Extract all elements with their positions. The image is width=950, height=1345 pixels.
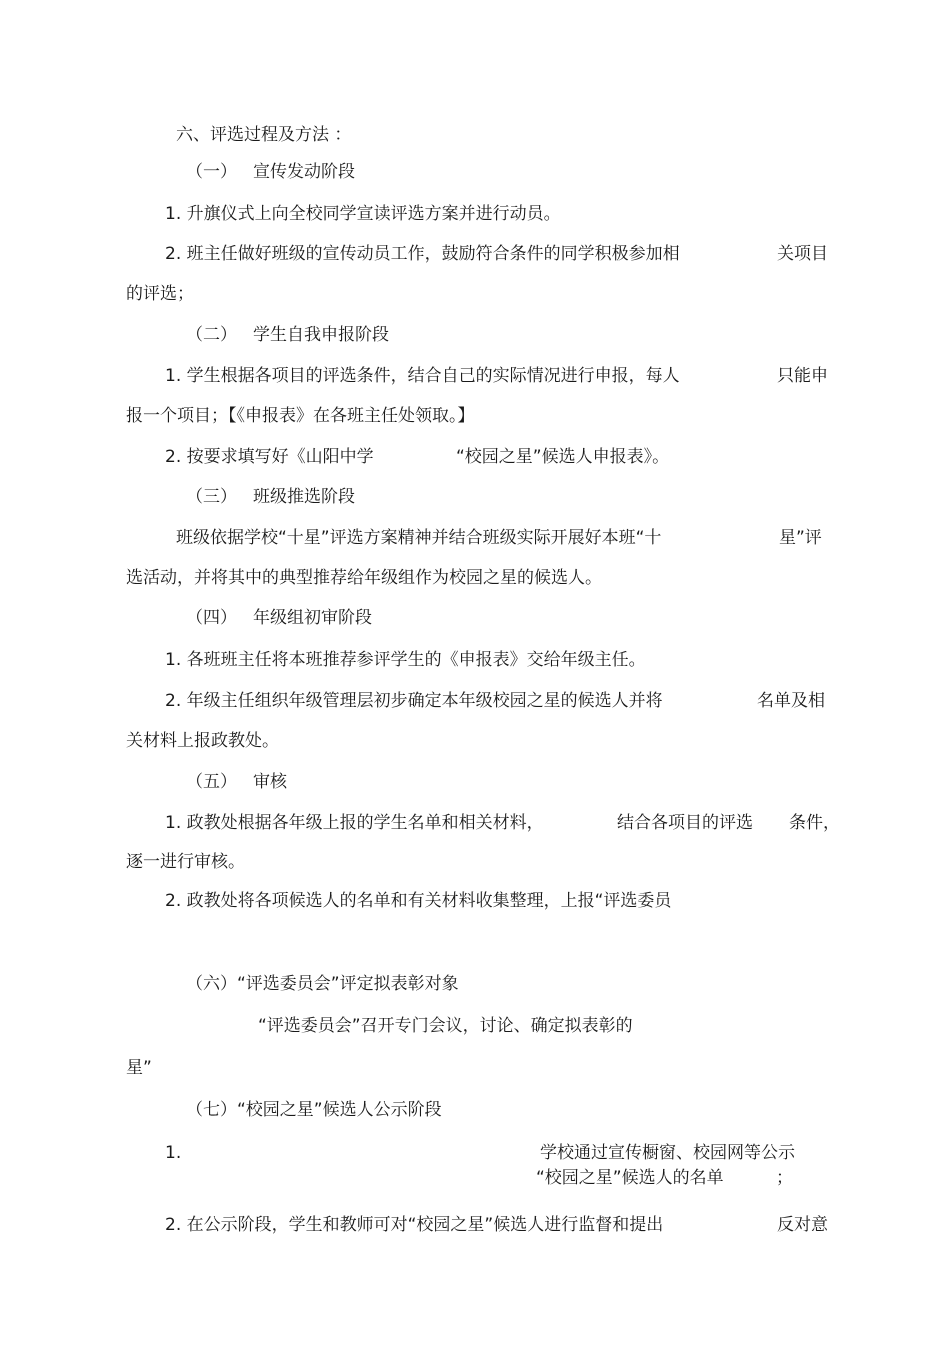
stage2-heading-number: （二） [186,325,237,345]
stage1-item2-line1-end: 关项目 [777,244,828,264]
stage5-heading: 审核 [253,772,287,792]
stage2-item2-part1: 2. 按要求填写好《山阳中学 [165,447,374,467]
stage7-item2-line1: 2. 在公示阶段，学生和教师可对“校园之星”候选人进行监督和提出 [165,1215,664,1235]
stage4-heading: 年级组初审阶段 [253,608,372,628]
stage1-item2-line2: 的评选； [126,284,194,304]
stage5-heading-number: （五） [186,772,237,792]
stage1-item1: 1. 升旗仪式上向全校同学宣读评选方案并进行动员。 [165,204,561,224]
stage4-item2-line1-end: 名单及相 [757,691,825,711]
stage3-heading-number: （三） [186,487,237,507]
stage3-heading: 班级推选阶段 [253,487,355,507]
stage7-item1-line2: “校园之星”候选人的名单 [536,1168,724,1188]
stage2-item1-line2: 报一个项目；【《申报表》在各班主任处领取。】 [126,406,475,426]
stage3-para-line2: 选活动，并将其中的典型推荐给年级组作为校园之星的候选人。 [126,568,602,588]
stage1-item2-line1: 2. 班主任做好班级的宣传动员工作，鼓励符合条件的同学积极参加相 [165,244,680,264]
stage3-para-line1-end: 星”评 [779,528,822,548]
stage6-heading: （六）“评选委员会”评定拟表彰对象 [186,974,459,994]
stage2-item1-line1: 1. 学生根据各项目的评选条件，结合自己的实际情况进行申报，每人 [165,366,680,386]
stage5-item1-part3: 条件， [789,813,840,833]
stage7-heading: （七）“校园之星”候选人公示阶段 [186,1100,442,1120]
stage4-item2-line2: 关材料上报政教处。 [126,731,279,751]
stage5-item1-part1: 1. 政教处根据各年级上报的学生名单和相关材料， [165,813,544,833]
stage2-heading: 学生自我申报阶段 [253,325,389,345]
stage7-item1-line2-end: ； [776,1168,793,1188]
stage4-item1: 1. 各班班主任将本班推荐参评学生的《申报表》交给年级主任。 [165,650,646,670]
stage2-item2-part2: “校园之星”候选人申报表》。 [456,447,670,467]
stage7-item2-line1-end: 反对意 [777,1215,828,1235]
stage1-heading-number: （一） [186,162,237,182]
stage7-item1-line1: 学校通过宣传橱窗、校园网等公示 [540,1143,795,1163]
stage1-heading: 宣传发动阶段 [253,162,355,182]
stage2-item1-line1-end: 只能申 [777,366,828,386]
section-title: 六、评选过程及方法 ： [176,125,352,145]
stage4-item2-line1: 2. 年级主任组织年级管理层初步确定本年级校园之星的候选人并将 [165,691,663,711]
stage5-item1-line2: 逐一进行审核。 [126,852,245,872]
stage5-item2: 2. 政教处将各项候选人的名单和有关材料收集整理，上报“评选委员 [165,891,672,911]
stage4-heading-number: （四） [186,608,237,628]
stage6-para-line1: “评选委员会”召开专门会议，讨论、确定拟表彰的 [258,1016,633,1036]
stage3-para-line1: 班级依据学校“十星”评选方案精神并结合班级实际开展好本班“十 [176,528,662,548]
stage7-item1-number: 1. [165,1143,182,1163]
stage5-item1-part2: 结合各项目的评选 [617,813,753,833]
stage6-para-line2: 星” [126,1058,152,1078]
